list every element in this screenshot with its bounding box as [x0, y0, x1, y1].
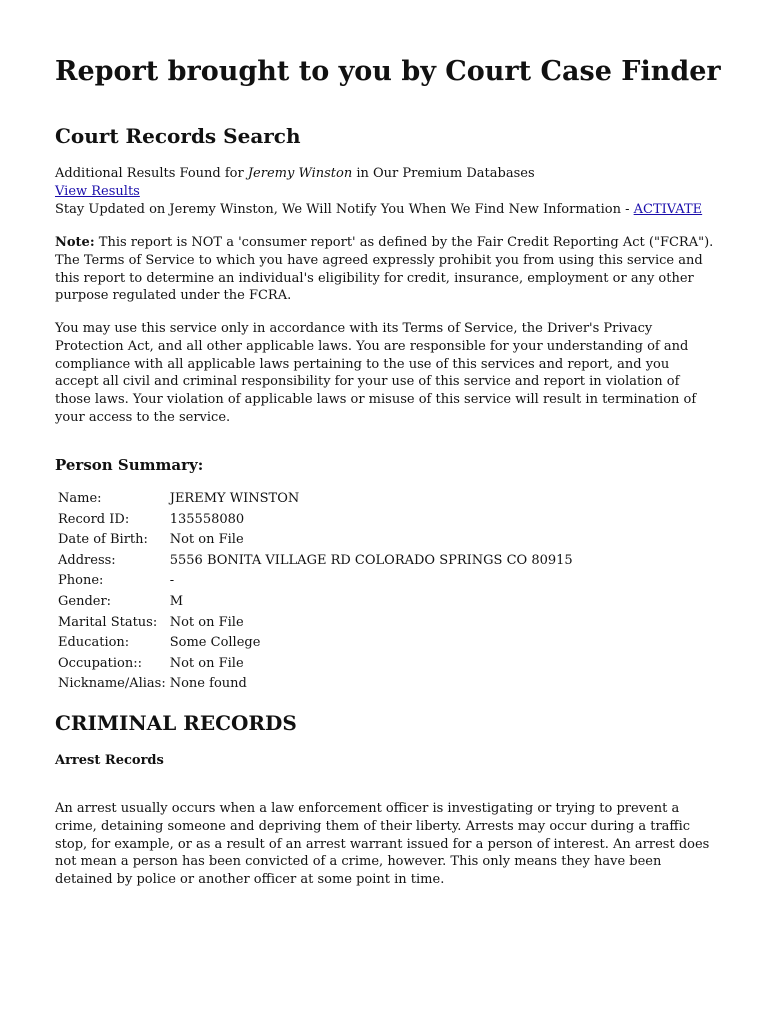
field-label: Education:	[58, 635, 130, 651]
note-label: Note:	[55, 235, 95, 250]
results-name: Jeremy Winston	[247, 166, 353, 181]
field-label: Date of Birth:	[58, 532, 148, 548]
premium-results-block	[55, 165, 715, 218]
field-label: Name:	[58, 491, 102, 506]
field-label: Nickname/Alias:	[58, 676, 166, 692]
activate-link[interactable]: ACTIVATE	[633, 201, 703, 217]
person-summary-heading: Person Summary:	[55, 456, 204, 474]
table-row	[56, 530, 575, 551]
table-row	[56, 613, 575, 634]
fcra-note	[55, 234, 715, 305]
arrest-records-heading: Arrest Records	[55, 753, 164, 768]
stay-updated-line	[55, 201, 715, 219]
field-value: 5556 BONITA VILLAGE RD COLORADO SPRINGS CO 80915	[169, 552, 573, 568]
results-line	[55, 165, 715, 183]
field-value: Not on File	[169, 614, 244, 630]
field-value: 135558080	[169, 511, 245, 527]
field-value: None found	[169, 676, 247, 692]
field-label: Occupation::	[58, 655, 143, 671]
field-label: Marital Status:	[58, 614, 158, 630]
arrest-records-description: An arrest usually occurs when a law enforcement officer is investigating or trying to prevent a crime, detaining someone and depriving them of their liberty. Arrests may occur during a traffic stop, for example, or as a result of an arrest warrant issued for a person of interest. An arrest does not mean a person has been convicted of a crime, however. This only means they have been detained by police or another officer at some point in time.	[55, 801, 710, 888]
field-label: Gender:	[58, 593, 112, 609]
criminal-records-heading: CRIMINAL RECORDS	[55, 711, 297, 735]
field-label: Phone:	[58, 573, 104, 589]
field-value: Some College	[169, 635, 261, 651]
table-row	[56, 633, 575, 654]
field-value: Not on File	[169, 655, 244, 671]
person-summary-table	[56, 489, 575, 695]
field-value: M	[169, 593, 184, 609]
results-suffix: in Our Premium Databases	[352, 166, 535, 181]
field-label: Address:	[58, 552, 116, 568]
report-title: Report brought to you by Court Case Finder	[55, 56, 721, 87]
table-row	[56, 674, 575, 695]
view-results-line	[55, 183, 715, 201]
table-row	[56, 510, 575, 531]
table-row	[56, 571, 575, 592]
table-row	[56, 592, 575, 613]
section-heading: Court Records Search	[55, 124, 301, 148]
field-value: JEREMY WINSTON	[169, 491, 300, 506]
terms-paragraph: You may use this service only in accordance with its Terms of Service, the Driver's Privacy Protection Act, and all other applicable laws. You are responsible for your understanding of and compliance with all applicable laws pertaining to the use of this services and report, and you accept all civil and criminal responsibility for your use of this service and report in violation of those laws. Your violation of applicable laws or misuse of this service will result in termination of your access to the service.	[55, 321, 697, 425]
table-row	[56, 489, 575, 510]
stay-updated-text: Stay Updated on Jeremy Winston, We Will Notify You When We Find New Information -	[55, 201, 634, 217]
field-label: Record ID:	[58, 511, 130, 527]
field-value: -	[169, 573, 175, 589]
field-value: Not on File	[169, 532, 244, 548]
table-row	[56, 654, 575, 675]
table-row	[56, 551, 575, 572]
results-prefix: Additional Results Found for	[55, 166, 248, 181]
note-text: This report is NOT a 'consumer report' as defined by the Fair Credit Reporting Act ("FCRA"). The Terms of Service to which you have agreed expressly prohibit you from using this service and this report to determine an individual's eligibility for credit, insurance, employment or any other purpose regulated under the FCRA.	[55, 235, 714, 304]
view-results-link[interactable]: View Results	[55, 183, 140, 199]
